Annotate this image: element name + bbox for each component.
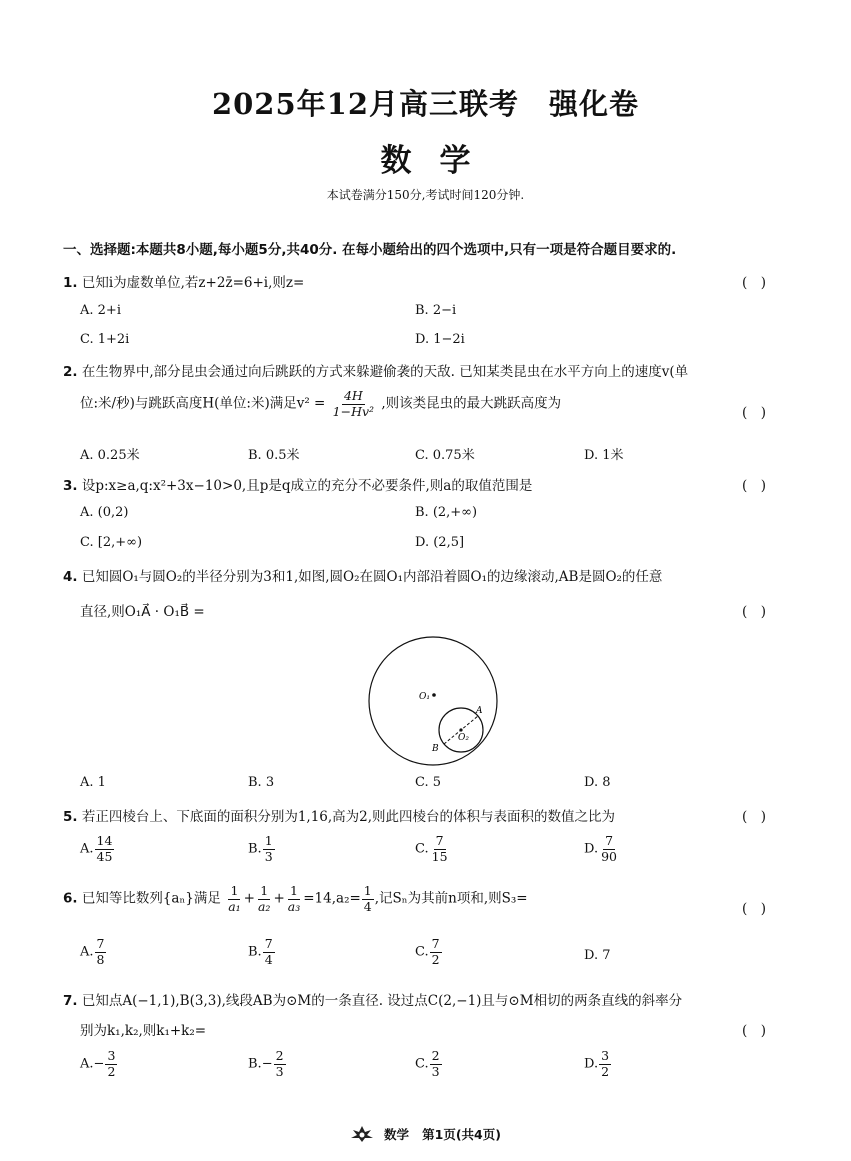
fraction-denominator: 2 xyxy=(431,951,440,967)
option-letter: C. xyxy=(415,1056,429,1072)
label-b: B xyxy=(432,744,439,754)
option-letter: A. xyxy=(80,1056,94,1072)
fraction xyxy=(263,835,275,863)
fraction xyxy=(331,390,376,418)
exam-title: 2025年12月高三联考 强化卷 xyxy=(211,87,640,121)
plus-sign: + xyxy=(273,890,285,907)
fraction-denominator: 90 xyxy=(601,848,617,864)
fraction-numerator: 7 xyxy=(431,936,440,951)
fraction xyxy=(263,938,275,966)
option-d xyxy=(584,835,620,863)
option-a xyxy=(80,835,115,863)
fraction-denominator: 1−Hv² xyxy=(332,403,375,419)
fraction-denominator: 8 xyxy=(96,951,105,967)
label-o1: O₁ xyxy=(419,692,430,702)
option-d xyxy=(584,948,611,963)
answer-bracket: ( ) xyxy=(742,901,767,917)
exam-info: 本试卷满分150分,考试时间120分钟. xyxy=(326,188,525,202)
option-letter: A. xyxy=(80,944,94,960)
question-stem: 若正四棱台上、下底面的面积分别为1,16,高为2,则此四棱台的体积与表面积的数值之比为 xyxy=(81,809,616,825)
subject-title: 数学 xyxy=(380,143,499,179)
fraction-numerator: 14 xyxy=(96,833,113,848)
fraction-denominator: 3 xyxy=(431,1063,440,1079)
fraction-numerator: 7 xyxy=(96,936,105,951)
fraction xyxy=(430,835,450,863)
center-o1-dot xyxy=(432,693,436,697)
question-stem-line1: 已知圆O₁与圆O₂的半径分别为3和1,如图,圆O₂在圆O₁内部沿着圆O₁的边缘滚动,AB是圆O₂的任意 xyxy=(81,569,663,585)
question-number: 3. xyxy=(63,478,78,494)
fraction-numerator: 7 xyxy=(264,936,273,951)
option-b xyxy=(248,1050,287,1078)
footer-subject: 数学 xyxy=(384,1127,410,1142)
fraction-numerator: 1 xyxy=(264,833,273,848)
option-d: D. (2,5] xyxy=(415,535,465,550)
center-o2-dot xyxy=(459,728,462,731)
option-b xyxy=(248,938,276,966)
option-c: C. [2,+∞) xyxy=(80,535,143,550)
question-number: 5. xyxy=(63,809,78,825)
option-letter: C. xyxy=(415,841,429,857)
option-b: B. 2−i xyxy=(415,303,457,318)
fraction-numerator: 1 xyxy=(260,883,269,898)
sign: − xyxy=(93,1056,105,1072)
question-4 xyxy=(63,565,662,585)
fraction-denominator: a₂ xyxy=(257,898,271,914)
fraction xyxy=(599,1050,611,1078)
question-number: 6. xyxy=(63,890,78,907)
fraction-denominator: 15 xyxy=(431,848,448,864)
question-number: 1. xyxy=(63,275,78,291)
question-number: 7. xyxy=(63,993,78,1009)
fraction-denominator: a₁ xyxy=(228,898,241,914)
option-a: A. 0.25米 xyxy=(80,448,140,463)
option-b: B. 3 xyxy=(248,775,275,790)
question-1 xyxy=(63,271,304,291)
fraction-numerator: 3 xyxy=(601,1048,610,1063)
question-3 xyxy=(63,474,532,494)
fraction-numerator: 1 xyxy=(230,883,239,898)
plus-sign: + xyxy=(243,890,255,907)
fraction-denominator: 2 xyxy=(601,1063,610,1079)
answer-bracket: ( ) xyxy=(742,405,767,421)
fraction-denominator: 4 xyxy=(264,951,273,967)
question-stem: 设p:x≥a,q:x²+3x−10>0,且p是q成立的充分不必要条件,则a的取值范围是 xyxy=(81,478,533,494)
fraction-denominator: 45 xyxy=(96,848,113,864)
option-b xyxy=(248,835,276,863)
option-d xyxy=(584,1050,612,1078)
option-c: C. 0.75米 xyxy=(415,448,475,463)
answer-bracket: ( ) xyxy=(742,604,767,620)
option-a xyxy=(80,938,107,966)
answer-bracket: ( ) xyxy=(742,1023,767,1039)
answer-bracket: ( ) xyxy=(742,275,767,291)
question-2 xyxy=(63,360,688,380)
question-2-line2 xyxy=(80,390,561,418)
fraction xyxy=(105,1050,117,1078)
fraction-numerator: 1 xyxy=(363,883,372,898)
question-stem-post: ,则该类昆虫的最大跳跃高度为 xyxy=(381,395,562,412)
option-d: D. 8 xyxy=(584,775,611,790)
question-stem-pre: 已知等比数列{aₙ}满足 xyxy=(81,890,221,907)
option-c xyxy=(415,1050,443,1078)
question-number: 4. xyxy=(63,569,78,585)
question-6 xyxy=(63,885,528,913)
fraction-denominator: 4 xyxy=(363,898,372,914)
question-5 xyxy=(63,805,615,825)
option-c: C. 5 xyxy=(415,775,442,790)
option-d: D. 1−2i xyxy=(415,332,465,347)
option-letter: A. xyxy=(80,841,94,857)
question-7-line2: 别为k₁,k₂,则k₁+k₂= xyxy=(80,1023,207,1039)
fraction-numerator: 3 xyxy=(107,1048,116,1063)
option-a: A. (0,2) xyxy=(80,505,129,520)
question-4-line2: 直径,则O₁A⃗ · O₁B⃗ = xyxy=(80,604,205,620)
fraction-denominator: 2 xyxy=(107,1063,116,1079)
option-letter: B. xyxy=(248,1056,262,1072)
option-letter: D. xyxy=(584,948,599,963)
label-a: A xyxy=(476,706,483,716)
option-a: A. 1 xyxy=(80,775,106,790)
fraction-denominator: 3 xyxy=(264,848,273,864)
option-letter: C. xyxy=(415,944,429,960)
fraction xyxy=(95,938,107,966)
option-letter: D. xyxy=(584,841,599,857)
fraction xyxy=(286,885,302,913)
fraction-denominator: 3 xyxy=(275,1063,284,1079)
fraction-denominator: a₃ xyxy=(287,898,301,914)
option-c: C. 1+2i xyxy=(80,332,130,347)
option-c xyxy=(415,938,443,966)
fraction xyxy=(362,885,374,913)
question-stem-line1: 在生物界中,部分昆虫会通过向后跳跃的方式来躲避偷袭的天敌. 已知某类昆虫在水平方向上的速度v(单 xyxy=(81,364,689,380)
section-heading: 一、选择题:本题共8小题,每小题5分,共40分. 在每小题给出的四个选项中,只有一项是符合题目要求的. xyxy=(63,242,677,258)
fraction-numerator: 2 xyxy=(275,1048,284,1063)
fraction-numerator: 2 xyxy=(431,1048,440,1063)
question-stem-pre: 位:米/秒)与跳跃高度H(单位:米)满足v² = xyxy=(80,395,326,412)
option-letter: D. xyxy=(584,1056,599,1072)
fraction xyxy=(274,1050,286,1078)
option-letter: B. xyxy=(248,841,262,857)
page-footer xyxy=(0,1125,851,1146)
fraction xyxy=(430,938,442,966)
question-number: 2. xyxy=(63,364,78,380)
option-d: D. 1米 xyxy=(584,448,624,463)
option-a: A. 2+i xyxy=(80,303,121,318)
option-letter: B. xyxy=(248,944,262,960)
label-o2: O₂ xyxy=(458,733,469,743)
fraction-numerator: 7 xyxy=(435,833,444,848)
fraction xyxy=(430,1050,442,1078)
option-b: B. (2,+∞) xyxy=(415,505,478,520)
option-c xyxy=(415,835,451,863)
fraction xyxy=(256,885,272,913)
option-value: 7 xyxy=(602,948,611,963)
fraction-numerator: 7 xyxy=(605,833,614,848)
option-b: B. 0.5米 xyxy=(248,448,300,463)
answer-bracket: ( ) xyxy=(742,478,767,494)
sign: − xyxy=(261,1056,273,1072)
fraction xyxy=(599,835,619,863)
question-stem-line1: 已知点A(−1,1),B(3,3),线段AB为⊙M的一条直径. 设过点C(2,−1)且与⊙M相切的两条直线的斜率分 xyxy=(81,993,683,1009)
question-stem-post: ,记Sₙ为其前n项和,则S₃= xyxy=(374,890,528,907)
fraction-numerator: 4H xyxy=(343,388,363,403)
publisher-logo-icon xyxy=(350,1125,374,1146)
fraction xyxy=(226,885,242,913)
page-number: 第1页(共4页) xyxy=(422,1127,501,1142)
circle-figure xyxy=(368,636,502,768)
answer-bracket: ( ) xyxy=(742,809,767,825)
question-7 xyxy=(63,989,682,1009)
question-stem: 已知i为虚数单位,若z+2z̄=6+i,则z= xyxy=(81,275,305,291)
fraction xyxy=(95,835,115,863)
fraction-numerator: 1 xyxy=(290,883,298,898)
question-stem-mid: =14,a₂= xyxy=(303,890,361,907)
option-a xyxy=(80,1050,118,1078)
